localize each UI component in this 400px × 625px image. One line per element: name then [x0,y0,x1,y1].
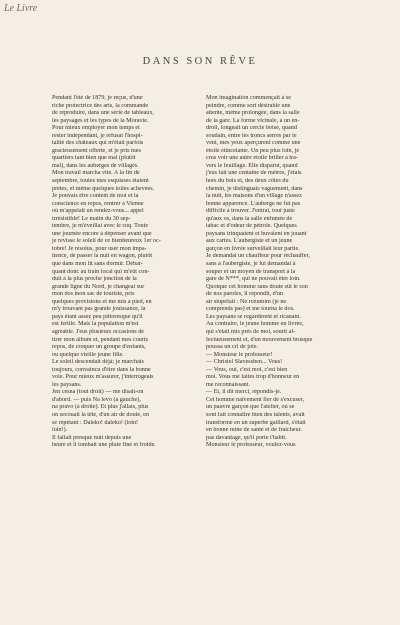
left-text-column [52,95,200,450]
text-line: tirer mon album et, pendant mes courts [52,336,149,343]
text-line: quant donc au train local qui m'eût con- [52,268,150,275]
text-line: — Christel Slavesshen... Vous! [206,359,283,366]
text-line: duit à la plus proche jonction de la [52,276,137,283]
text-line: les paysans. [52,381,82,388]
text-line: droit, longeait un cercle boisé, quand [206,125,297,132]
text-line: conscience en repos, rentrer à Vienne [52,200,144,207]
text-line: septembre, toutes mes esquisses étaient [52,178,149,185]
text-line: tembre, je m'éveillai avec le coq. Toute [52,223,149,230]
text-line: Au contraire, le jeune homme en livrée, [206,321,304,328]
text-line: la nuit, les maisons d'un village n'assez [206,193,302,200]
text-line: loin!). [52,427,68,434]
text-line: en bonne mine de santé et de fraîcheur. [206,427,302,434]
text-line: tobre! Je résolus, pour user mon impa- [52,245,147,252]
text-line: garçon en livrée surveillait leur partie. [206,245,300,252]
text-line: fectueusement et, d'un mouvement brusque [206,336,313,343]
text-line: soudain, entre les troncs serrés par le [206,132,297,139]
text-line: j'eus fait une centaine de mètres, j'étais [206,170,302,177]
text-line: riche protectrice des arts, la commande [52,102,149,109]
text-line: pas davantage, qu'il porte l'habit. [206,434,287,441]
text-line: hors du bois et, des deux côtés du [206,178,289,185]
text-line: Pour mieux employer mon temps et [52,125,140,132]
text-line: peindre, comme sort désirable une [206,102,291,109]
text-line: poussa un cri de joie. [206,344,259,351]
text-line: prêtes, et même quelques toiles achevées. [52,185,155,192]
text-line: ou quelque vieille jeune fille. [52,351,124,358]
article-title: DANS SON RÊVE [142,56,258,67]
text-line: quelques provisions et me mis à pied, en [52,298,152,305]
text-line: Il fallait presque nuit depuis une [52,434,132,441]
text-line: attente, même prolongée, dans la salle [206,110,300,117]
text-line: rester indépendant, je refusai l'hospi- [52,132,143,139]
text-line: crus voir une autre étoile briller à tra- [206,155,298,162]
text-line: — Monsieur le professeur! [206,351,273,358]
text-line: gracieusement offerte, et je pris mes [52,147,141,154]
text-line: les paysages et les types de la Moravie. [52,117,149,124]
text-line: une journée encore à dépenser avant que [52,230,152,237]
text-line: vent, mes yeux aperçurent comme une [206,140,301,147]
text-line: souper et un moyen de transport à la [206,268,296,275]
text-line: — Et, il dit merci, répondis-je. [206,389,282,396]
text-line: toujours, convaincu d'être dans la bonne [52,366,151,373]
text-line: heure et il tombait une pluie fine et froide. [52,442,156,449]
text-line: d'abord. — puis Na levo (à gauche), [52,396,141,403]
text-line: Cet homme naïvement fier de s'excuser, [206,396,305,403]
text-line: qui s'était mis près de moi, sourit af- [206,328,296,335]
text-line: Quoique cet homme sans doute sût le son [206,283,308,290]
text-line: Monsieur le professeur, voulez-vous [206,442,296,449]
text-line: talité des châteaux qui m'était parfois [52,140,144,147]
text-line: Le soleil descendait déjà; je marchais [52,359,144,366]
text-line: Mon imagination commençait à se [206,95,291,101]
text-line: gare de N***, qui ne pouvait être loin. [206,276,301,283]
text-line: où m'appelait un rendez-vous... appel [52,208,144,215]
text-line: on secouait la tête, d'un air de doute, en [52,411,149,418]
text-line: moi. Vous me faites trop d'honneur en [206,374,300,381]
text-line: transformé en un superbe gaillard, s'était [206,419,306,426]
text-line: mon dos mon sac de touriste, pris [52,291,135,298]
text-line: comprends pas) et me tourna le dos. [206,306,295,313]
text-line: air stupéfait : Ne rozumím (je ne [206,298,287,305]
text-line: m'y trouvant pas grande jouissance, la [52,306,146,313]
text-line: est fertile. Mais la population m'est [52,321,139,328]
watermark: Le Livre [4,3,38,14]
text-line: de nos paroles, il répondit, d'un [206,291,283,298]
right-text-column [206,95,354,450]
text-line: aux cartes. L'aubergiste et un jeune [206,238,293,245]
text-line: difficile à trouver. J'entrai, tout juste [206,208,295,215]
text-line: Je demandai un chauffeur pour réchauffer, [206,253,310,260]
text-line: Pendant l'été de 1879, je reçus, d'une [52,95,143,101]
text-line: je revisse le soleil de ce bienheureux 1er oc- [52,238,161,245]
text-line: Je pouvais être content de moi et la [52,193,139,200]
text-line: étoile étincelante. Un peu plus loin, je [206,147,300,154]
text-line: Les paysans se regardèrent et ricanant. [206,313,301,320]
text-line: mal), dans les auberges de villages. [52,162,139,169]
text-line: paysans trinquaient et buvaient en jouant [206,230,307,237]
text-line: irrésistible! Le matin du 30 sep- [52,215,131,222]
text-line: quartiers tant bien que mal (plutôt [52,155,136,162]
text-line: repos, de croquer un groupe d'enfants, [52,344,146,351]
text-line: vers le feuillage. Elle disparut, quand [206,162,298,169]
text-line: bonne apparence. L'auberge ne fut pas [206,200,301,207]
text-line: agréable. J'eus plusieurs occasions de [52,328,144,335]
text-line: pays étant assez peu pittoresque qu'il [52,313,143,320]
text-line: — Vous, oui, c'est moi, c'est bien [206,366,288,373]
text-line: de reproduire, dans une série de tableaux, [52,110,154,117]
text-line: Jen cesna (tout droit) — me disait-on [52,389,144,396]
text-line: de la gare. La forme vicinale, à un en- [206,117,300,124]
text-line: voie. Pour mieux m'assurer, j'interrogeais [52,374,154,381]
text-line: me reconnaissant. [206,381,250,388]
text-line: qu'aux os, dans la salle enfumée de [206,215,293,222]
text-line: se répétant : Daleko! daleko! (loin! [52,419,139,426]
text-line: sans à l'aubergiste, je lui demandai à [206,261,296,268]
text-line: un pauvre garçon que l'atelier, où se [206,404,295,411]
text-line: chemin, je distinguais vaguement, dans [206,185,303,192]
text-line: que dans mon lit sans dormir. Débar- [52,261,143,268]
text-line: na pravo (à droite). Et plus j'allais, plus [52,404,149,411]
text-line: tience, de passer la nuit en wagon, plutôt [52,253,153,260]
text-line: Mon travail marcha vite. A la fin de [52,170,140,177]
text-line: sont fait connaître bien des talents, avait [206,411,305,418]
text-line: tabac et d'odeur de pétrole. Quelques [206,223,297,230]
text-line: grande ligne du Nord, je changeai sur [52,283,145,290]
